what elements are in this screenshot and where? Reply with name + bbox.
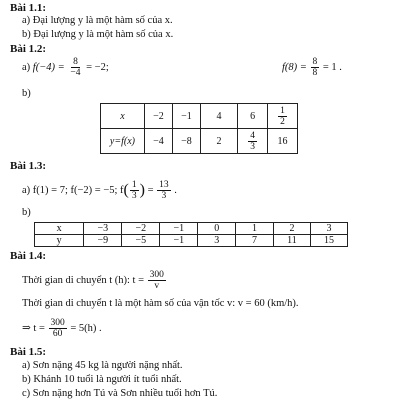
fraction-300-over-60: $\frac{300}{60}$: [50, 318, 65, 339]
fraction-8-over-8: [311, 57, 320, 78]
fraction-13-over-3: $\frac{13}{3}$: [159, 180, 169, 201]
table-cell: −1: [160, 235, 198, 247]
table-cell: y: [35, 235, 84, 247]
table-cell: 0: [198, 223, 236, 235]
table-cell: 15: [310, 235, 347, 247]
table-cell: y=f(x): [101, 129, 145, 154]
table-row: [101, 104, 298, 129]
fraction-8-over-minus4: [68, 57, 82, 78]
table-cell: −3: [84, 223, 122, 235]
fraction-1-over-3: $\frac{1}{3}$: [131, 180, 137, 201]
answer-1-4-line3: [22, 318, 102, 339]
table-cell: 11: [273, 235, 310, 247]
table-cell: x: [35, 223, 84, 235]
section-title-1-4: Bài 1.4:: [10, 250, 47, 262]
answer-1-2-a-left: [22, 57, 109, 78]
f-expr-left: f(−4) =: [32, 61, 65, 73]
table-1-3: [34, 222, 348, 247]
table-row: [35, 223, 348, 235]
values-text: a) f(1) = 7; f(−2) = −5; f: [22, 184, 124, 196]
table-cell: 16: [268, 129, 298, 154]
table-cell: 4: [200, 104, 237, 129]
answer-1-4-line2: Thời gian di chuyển t là một hàm số của vận tốc v: v = 60 (km/h).: [22, 298, 299, 309]
period: .: [174, 184, 177, 196]
implies-text: ⇒ t =: [22, 322, 45, 334]
section-title-1-1: Bài 1.1:: [10, 2, 47, 14]
equals-sign: =: [147, 184, 154, 196]
fraction-4-over-3: $\frac{4}{3}$: [250, 130, 255, 152]
result-right: = 1 .: [322, 61, 342, 73]
result-left: = −2;: [86, 61, 109, 73]
table-cell: −1: [172, 104, 200, 129]
table-cell: −9: [84, 235, 122, 247]
frac-den: −4: [70, 68, 81, 78]
answer-1-1-b: b) Đại lượng y là một hàm số của x.: [22, 29, 174, 40]
section-title-1-5: Bài 1.5:: [10, 346, 47, 358]
table-cell: −8: [172, 129, 200, 154]
frac-num: 8: [312, 57, 318, 67]
table-cell: 6: [238, 104, 268, 129]
table-cell: 2: [273, 223, 310, 235]
answer-1-4-line1: [22, 270, 167, 291]
table-cell: −2: [144, 104, 172, 129]
table-cell: [268, 104, 298, 129]
answer-1-5-a: a) Sơn nặng 45 kg là người nặng nhất.: [22, 360, 183, 371]
table-cell: 3: [198, 235, 236, 247]
answer-1-5-c: c) Sơn nặng hơn Tú và Sơn nhiều tuổi hơn Tú.: [22, 388, 218, 399]
label-a: a): [22, 61, 31, 73]
label-1-3-b: b): [22, 207, 31, 218]
fraction-300-over-v: $\frac{300}{v}$: [149, 270, 164, 291]
table-cell: 3: [310, 223, 347, 235]
result-text: = 5(h) .: [70, 322, 102, 334]
answer-1-5-b: b) Khánh 10 tuổi là người ít tuổi nhất.: [22, 374, 182, 385]
section-title-1-3: Bài 1.3:: [10, 160, 47, 172]
table-row: [101, 129, 298, 154]
table-cell: −2: [122, 223, 160, 235]
time-text: Thời gian di chuyển t (h): t =: [22, 274, 144, 286]
label-1-2-b: b): [22, 88, 31, 99]
table-cell: −5: [122, 235, 160, 247]
answer-1-2-a-right: [282, 57, 342, 78]
frac-den: 8: [312, 68, 318, 78]
table-cell: x: [101, 104, 145, 129]
table-cell: −4: [144, 129, 172, 154]
table-cell: [238, 129, 268, 154]
table-row: [35, 235, 348, 247]
answer-1-3-a: a) f(1) = 7; f(−2) = −5; f( $\frac{1}{3}$ ) = $\frac{13}{3}$ .: [22, 180, 177, 201]
table-cell: 2: [200, 129, 237, 154]
f-expr-right: f(8) =: [282, 61, 307, 73]
answer-1-1-a: a) Đại lượng y là một hàm số của x.: [22, 15, 173, 26]
section-title-1-2: Bài 1.2:: [10, 43, 47, 55]
table-cell: 7: [236, 235, 274, 247]
fraction-1-over-2: $\frac{1}{2}$: [280, 105, 285, 127]
table-cell: −1: [160, 223, 198, 235]
table-cell: 1: [236, 223, 274, 235]
frac-num: 8: [73, 57, 78, 67]
table-1-2: [100, 103, 298, 154]
